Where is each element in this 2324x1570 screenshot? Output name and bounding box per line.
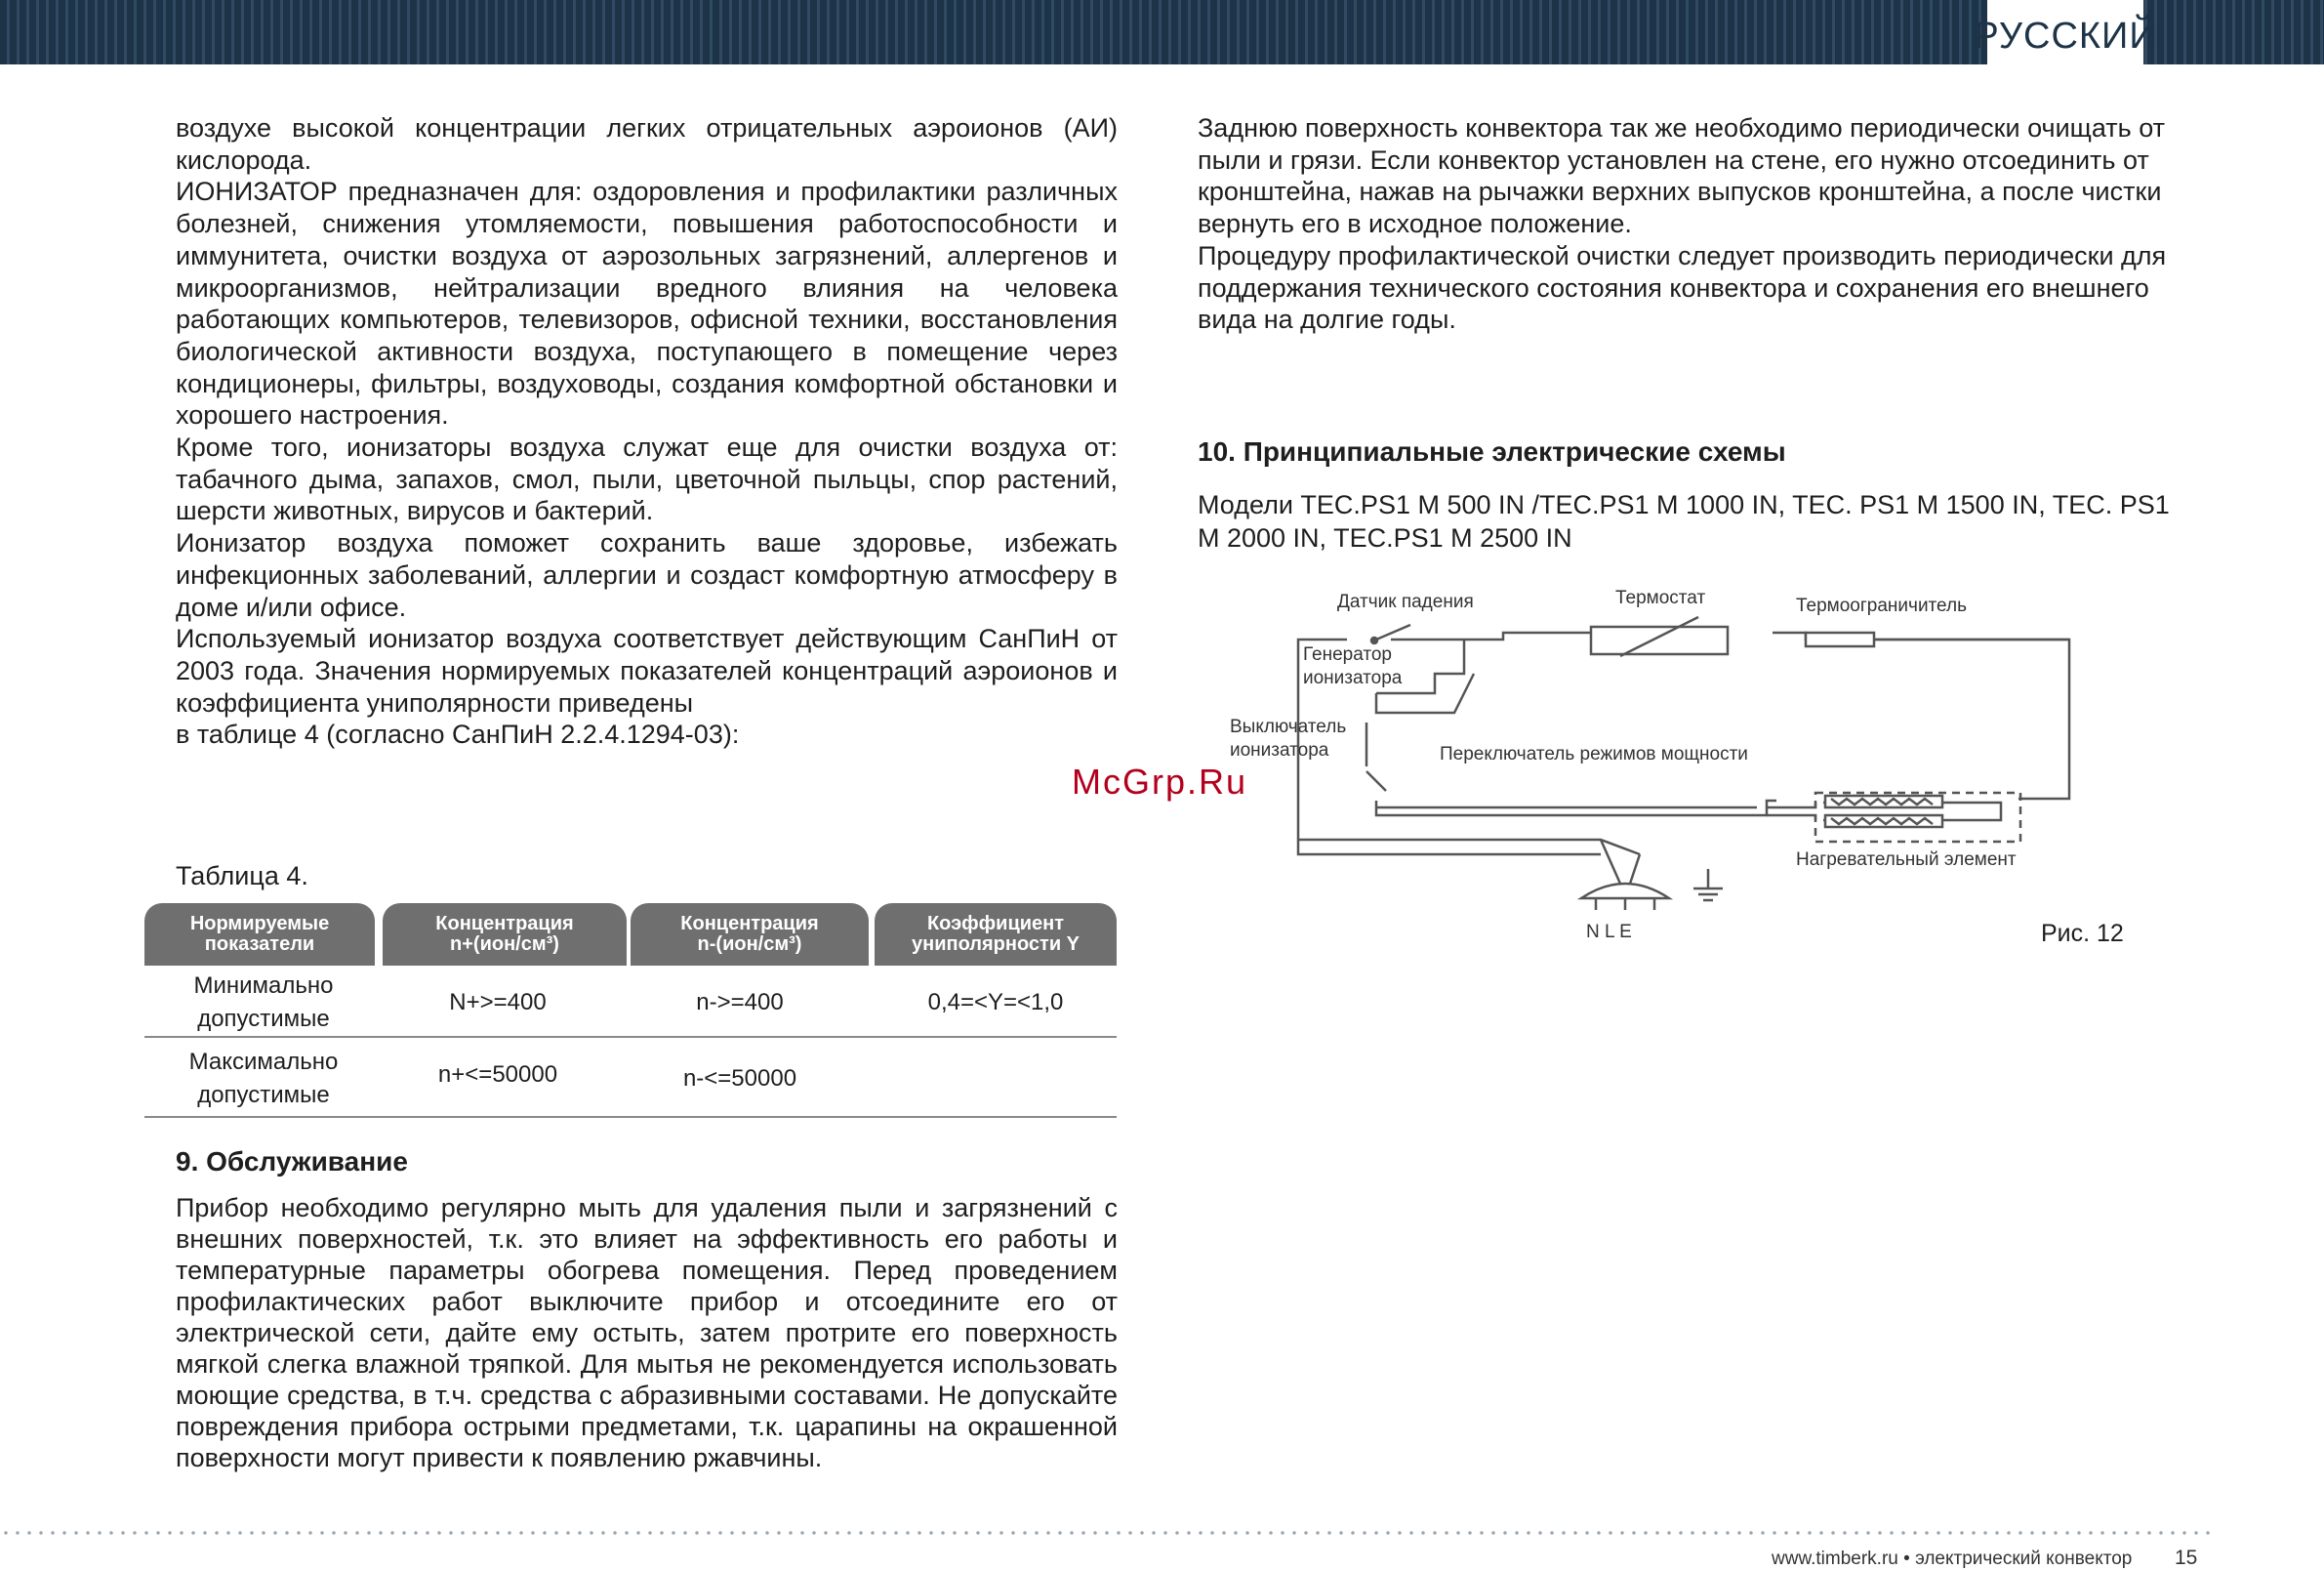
- section-9-title: 9. Обслуживание: [176, 1146, 408, 1177]
- table-row-divider: [144, 1116, 1117, 1118]
- table-cell: n+<=50000: [437, 1061, 558, 1088]
- table-cell: n->=400: [696, 989, 784, 1015]
- right-column-text: [1198, 112, 2174, 336]
- wiring-diagram: [1220, 576, 2186, 967]
- footer-dotted-line: [0, 1531, 2216, 1535]
- table-header-cell: Коэффициент униполярности Y: [875, 903, 1117, 966]
- label-fall-sensor: Датчик падения: [1337, 592, 1474, 612]
- paragraph: Кроме того, ионизаторы воздуха служат еще для очистки воздуха от: табачного дыма, запахов, смол, пыли, цветочной пыльцы, спор растений, шерсти животных, вирусов и бактерий.: [176, 433, 1118, 526]
- paragraph: Используемый ионизатор воздуха соответствует действующим СанПиН от 2003 года. Значения нормируемых показателей концентраций аэроионов и коэффициента униполярности приведены: [176, 624, 1118, 718]
- table-cell: Минимально допустимые: [193, 972, 334, 1032]
- label-ionizer-switch: Выключатель: [1230, 717, 1347, 737]
- paragraph: Процедуру профилактической очистки следует производить периодически для поддержания технического состояния конвектора и сохранения его внешнего вида на долгие годы.: [1198, 240, 2167, 335]
- left-column-text: [176, 112, 1118, 751]
- watermark-text: McGrp.Ru: [1072, 762, 1248, 802]
- label-limiter: Термоограничитель: [1796, 596, 1967, 616]
- table-cell: Максимально допустимые: [188, 1049, 339, 1108]
- paragraph: Ионизатор воздуха поможет сохранить ваше здоровье, избежать инфекционных заболеваний, аллергии и создаст комфортную атмосферу в доме и/или офисе.: [176, 528, 1118, 622]
- label-generator: Генератор: [1303, 644, 1392, 665]
- models-list: Модели TEC.PS1 M 500 IN /TEC.PS1 M 1000 IN, TEC. PS1 M 1500 IN, TEC. PS1 M 2000 IN, TEC.PS1 M 2500 IN: [1198, 490, 2170, 553]
- language-label: РУССКИЙ: [1974, 15, 2157, 57]
- paragraph: ИОНИЗАТОР предназначен для: оздоровления и профилактики различных болезней, снижения утомляемости, повышения работоспособности и иммунитета, очистки воздуха от аэрозольных загрязнений, аллергенов и микроорганизмов, нейтрализации вредного влияния на человека работающих компьютеров, телевизоров, офисной техники, восстановления биологической активности воздуха, поступающего в помещение через кондиционеры, фильтры, воздуховоды, создания комфортной обстановки и хорошего настроения.: [176, 177, 1118, 431]
- section-9-text: [176, 1192, 1118, 1473]
- table-caption: Таблица 4.: [176, 861, 308, 890]
- paragraph: воздухе высокой концентрации легких отрицательных аэроионов (АИ) кислорода.: [176, 113, 1118, 175]
- paragraph: Прибор необходимо регулярно мыть для удаления пыли и загрязнений с внешних поверхностей, т.к. это влияет на эффективность его работы и температурные параметры обогрева помещения. Перед проведением профилактических работ выключите прибор и отсоедините его от электрической сети, дайте ему остыть, затем протрите его поверхность мягкой слегка влажной тряпкой. Для мытья не рекомендуется использовать моющие средства, в т.ч. средства с абразивными составами. Не допускайте повреждения прибора острыми предметами, т.к. царапины на окрашенной поверхности могут привести к появлению ржавчины.: [176, 1193, 1118, 1472]
- label-thermostat: Термостат: [1615, 588, 1706, 608]
- figure-caption: Рис. 12: [2041, 920, 2124, 947]
- label-mode-switch: Переключатель режимов мощности: [1440, 744, 1748, 764]
- table-cell: n-<=50000: [682, 1065, 797, 1092]
- label-generator: ионизатора: [1303, 668, 1403, 688]
- table-cell: 0,4=<Y=<1,0: [927, 989, 1064, 1015]
- language-tab: [1974, 0, 2157, 72]
- table-header-cell: Концентрация n-(ион/см³): [631, 903, 869, 966]
- footer-text: www.timberk.ru • электрический конвектор: [1772, 1549, 2133, 1569]
- paragraph: Заднюю поверхность конвектора так же необходимо периодически очищать от пыли и грязи. Если конвектор установлен на стене, его нужно отсоединить от кронштейна, нажав на рычажки верхних выпусков кронштейна, а после чистки вернуть его в исходное положение.: [1198, 113, 2166, 239]
- label-heating-element: Нагревательный элемент: [1796, 849, 2017, 870]
- label-nle: N L E: [1586, 922, 1632, 942]
- page-number: 15: [2175, 1547, 2198, 1569]
- table-cell: N+>=400: [449, 989, 547, 1015]
- paragraph: в таблице 4 (согласно СанПиН 2.2.4.1294-03):: [176, 720, 740, 750]
- table-cell: [875, 1045, 1117, 1113]
- table-header-cell: Нормируемые показатели: [144, 903, 375, 966]
- label-ionizer-switch: ионизатора: [1230, 740, 1329, 761]
- table-header-cell: Концентрация n+(ион/см³): [383, 903, 627, 966]
- section-10-title: 10. Принципиальные электрические схемы: [1198, 436, 1786, 467]
- table-row-divider: [144, 1036, 1117, 1038]
